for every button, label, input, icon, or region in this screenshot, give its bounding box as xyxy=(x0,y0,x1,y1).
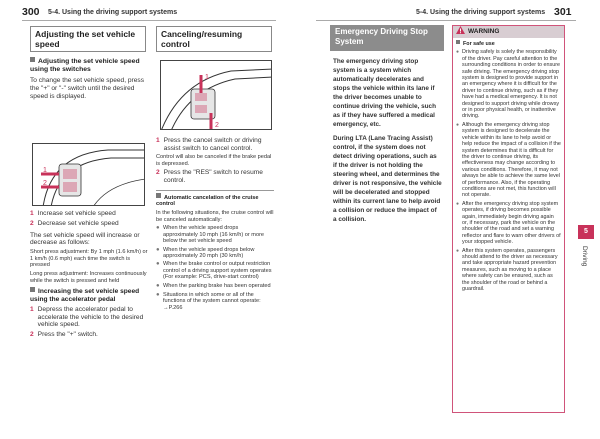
chapter-tab-label: Driving xyxy=(581,246,588,267)
adjust-speed-title: Adjusting the set vehicle speed xyxy=(30,26,146,52)
svg-text:2: 2 xyxy=(43,180,47,187)
svg-text:1: 1 xyxy=(43,167,47,174)
cancel-switch-illustration xyxy=(160,60,272,130)
long-press-text: Long press adjustment: Increases continuously while the switch is pressed and held xyxy=(30,270,147,284)
resume-step-2: 2 Press the "RES" switch to resume control. xyxy=(156,169,263,185)
square-bullet-icon xyxy=(30,287,35,292)
warning-body xyxy=(453,38,564,296)
list-item: ● After the emergency driving stop system operates, if driving becomes possible again, immediately begin driving again or, if necessary, park the vehicle on the shoulder of the road and set a warning reflector and flare to warn other drivers of your stopped vehicle. xyxy=(456,200,561,246)
cancel-resume-title: Canceling/resuming control xyxy=(156,26,272,52)
list-item: ● Driving safely is solely the responsibility of the driver. Pay careful attention to the surrounding conditions in order to ensure safe driving. The emergency driving stop system is designed to provide support in an emergency where it is difficult for the driver to continue driving, such as if they have had a medical emergency. It is not designed to support driving while drowsy or in poor physical health, or inattentive driving. xyxy=(456,49,560,120)
warning-box xyxy=(452,25,565,413)
speed-item-2: 2 Decrease set vehicle speed xyxy=(30,219,119,227)
right-page-number: 301 xyxy=(554,6,572,18)
speed-switch-illustration xyxy=(32,143,145,206)
warning-title: WARNING xyxy=(468,28,500,35)
list-item: ● Situations in which some or all of the functions of the system cannot operate: →P.266 xyxy=(156,291,261,311)
adjust-amount-text: The set vehicle speed will increase or decrease as follows: xyxy=(30,231,140,247)
adjust-switch-subheading: Adjusting the set vehicle speed using the switches xyxy=(30,58,140,73)
short-press-text: Short press adjustment: By 1 mph (1.6 km/h) or 1 km/h (0.6 mph) each time the switch is pressed xyxy=(30,249,148,269)
emergency-stop-para-2: During LTA (Lane Tracing Assist) control, if the system does not detect driving operations, such as if the driver is not holding the steering wheel, and determines the driver is not responsive, the vehicle will be decelerated and stopped within its current lane to help avoid a collision or reduce the impact of a collision. xyxy=(333,135,442,223)
svg-text:1: 1 xyxy=(205,74,209,81)
emergency-stop-section xyxy=(330,25,444,405)
cancel-switch-drawing xyxy=(161,61,272,130)
svg-text:2: 2 xyxy=(215,122,219,129)
emergency-stop-body xyxy=(330,51,444,224)
accelerator-subheading: Increasing the set vehicle speed using the accelerator pedal xyxy=(30,288,140,303)
square-bullet-icon xyxy=(156,193,161,198)
auto-cancel-list xyxy=(156,225,274,311)
emergency-stop-para-1: The emergency driving stop system is a system which automatically decelerates and stops the vehicle within its lane if the driver becomes unable to continue driving the vehicle, such as if they have suffered a medical emergency, etc. xyxy=(333,58,436,128)
adjust-switch-text: To change the set vehicle speed, press the "+" or "-" switch until the desired speed is displayed. xyxy=(30,77,144,100)
list-item: ● Although the emergency driving stop system is designed to decelerate the vehicle within its lane to help avoid or help reduce the impact of a collision if the system determines that it is difficult for the driver to continue driving, its effectiveness may change according to various conditions. Therefore, it may not always be able to achieve the same level of performance. Also, if the operating conditions are not met, this function will not operate. xyxy=(456,121,561,199)
left-header-rule xyxy=(22,20,276,21)
accelerator-step-1: 1 Depress the accelerator pedal to accelerate the vehicle to the desired vehicle speed. xyxy=(30,305,144,329)
warning-header xyxy=(453,26,564,38)
warning-triangle-icon xyxy=(456,26,465,34)
chapter-tab: 5 xyxy=(578,225,594,239)
emergency-stop-title: Emergency Driving Stop System xyxy=(330,25,444,51)
list-item: ● When the vehicle speed drops below approximately 20 mph (30 km/h) xyxy=(156,246,255,260)
col1-top-text xyxy=(30,57,148,102)
square-bullet-icon xyxy=(30,57,35,62)
auto-cancel-intro: In the following situations, the cruise control will be canceled automatically: xyxy=(156,210,274,223)
list-item: ● When the parking brake has been operated xyxy=(156,282,271,289)
left-page-number: 300 xyxy=(22,6,40,18)
speed-item-1: 1 Increase set vehicle speed xyxy=(30,210,116,217)
col1-bottom-text xyxy=(30,210,148,340)
left-section-title: 5-4. Using the driving support systems xyxy=(48,9,178,16)
warning-subheading: For safe use xyxy=(463,41,495,47)
accelerator-step-2: 2 Press the "+" switch. xyxy=(30,330,98,338)
square-bullet-icon xyxy=(456,40,460,44)
cancel-step-1: 1 Press the cancel switch or driving assist switch to cancel control. xyxy=(156,137,262,152)
list-item: ● When the brake control or output restriction control of a driving support system operates (For example: PCS, drive-start control) xyxy=(156,261,272,281)
right-header-rule xyxy=(316,20,576,21)
list-item: ● When the vehicle speed drops approximately 10 mph (16 km/h) or more below the set vehicle speed xyxy=(156,225,265,245)
cancel-note: Control will also be canceled if the brake pedal is depressed. xyxy=(156,154,272,167)
col2-text xyxy=(156,137,274,313)
list-item: ● After this system operates, passengers should attend to the driver as necessary and take appropriate hazard prevention measures, such as moving to a place where safety can be ensured, such as the shoulder of the road or behind a guardrail. xyxy=(456,247,558,293)
steering-switch-drawing xyxy=(33,144,145,206)
auto-cancel-subheading: Automatic cancelation of the cruise control xyxy=(156,194,259,208)
right-section-title: 5-4. Using the driving support systems xyxy=(416,9,546,16)
